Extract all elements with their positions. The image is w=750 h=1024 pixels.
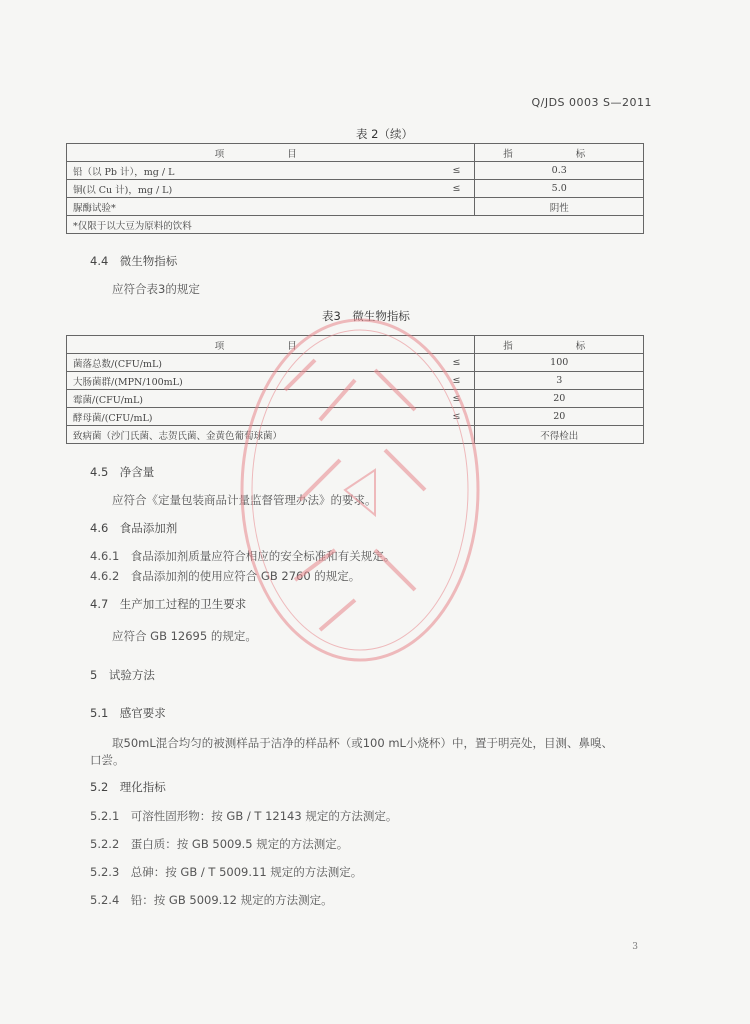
section-5-2-4: 5.2.4 铅：按 GB 5009.12 规定的方法测定。 (90, 893, 333, 907)
section-4-7-text: 应符合 GB 12695 的规定。 (112, 629, 257, 643)
header-index: 指 标 (475, 144, 644, 162)
table-row (67, 180, 644, 198)
page-number: 3 (632, 942, 638, 952)
header-index: 指 标 (475, 336, 644, 354)
row-sign: ≤ (436, 162, 475, 180)
table3 (66, 335, 644, 444)
table2 (66, 143, 644, 234)
row-item: 大肠菌群/(MPN/100mL) (67, 372, 437, 390)
table-row (67, 198, 644, 216)
section-4-6-2: 4.6.2 食品添加剂的使用应符合 GB 2760 的规定。 (90, 569, 361, 583)
section-4-6-title: 4.6 食品添加剂 (90, 521, 178, 535)
row-item: 菌落总数/(CFU/mL) (67, 354, 437, 372)
section-5-2-1: 5.2.1 可溶性固形物：按 GB / T 12143 规定的方法测定。 (90, 809, 398, 823)
section-5-1-text-line2: 口尝。 (90, 753, 125, 767)
table-row (67, 354, 644, 372)
section-4-7-title: 4.7 生产加工过程的卫生要求 (90, 597, 247, 611)
section-4-4-text: 应符合表3的规定 (112, 282, 200, 296)
row-item: 铜(以 Cu 计)，mg / L) (67, 180, 437, 198)
table2-caption: 表 2（续） (356, 127, 413, 141)
row-item: 致病菌（沙门氏菌、志贺氏菌、金黄色葡萄球菌） (67, 426, 437, 444)
table-row (67, 426, 644, 444)
row-sign: ≤ (436, 354, 475, 372)
section-5-2-3: 5.2.3 总砷：按 GB / T 5009.11 规定的方法测定。 (90, 865, 363, 879)
row-item: 铅（以 Pb 计），mg / L (67, 162, 437, 180)
section-5-title: 5 试验方法 (90, 668, 155, 682)
table-row (67, 408, 644, 426)
row-item: 霉菌/(CFU/mL) (67, 390, 437, 408)
row-item: 脲酶试验* (67, 198, 437, 216)
row-sign (436, 426, 475, 444)
table-row (67, 372, 644, 390)
table-header-row (67, 336, 644, 354)
row-value: 0.3 (475, 162, 644, 180)
row-value: 100 (475, 354, 644, 372)
section-4-5-text: 应符合《定量包装商品计量监督管理办法》的要求。 (112, 493, 377, 507)
row-value: 3 (475, 372, 644, 390)
section-4-6-1: 4.6.1 食品添加剂质量应符合相应的安全标准和有关规定。 (90, 549, 396, 563)
row-sign: ≤ (436, 180, 475, 198)
table-note-row (67, 216, 644, 234)
row-value: 阴性 (475, 198, 644, 216)
row-sign: ≤ (436, 408, 475, 426)
header-item: 项 目 (67, 144, 475, 162)
header-item: 项 目 (67, 336, 475, 354)
section-4-4-title: 4.4 微生物指标 (90, 254, 178, 268)
table-row (67, 162, 644, 180)
table-header-row (67, 144, 644, 162)
document-code: Q/JDS 0003 S—2011 (531, 96, 652, 109)
section-5-2-2: 5.2.2 蛋白质：按 GB 5009.5 规定的方法测定。 (90, 837, 349, 851)
row-value: 5.0 (475, 180, 644, 198)
row-value: 20 (475, 408, 644, 426)
table-note: *仅限于以大豆为原料的饮料 (67, 216, 644, 234)
row-sign (436, 198, 475, 216)
section-4-5-title: 4.5 净含量 (90, 465, 155, 479)
row-value: 不得检出 (475, 426, 644, 444)
section-5-1-title: 5.1 感官要求 (90, 706, 166, 720)
row-value: 20 (475, 390, 644, 408)
row-item: 酵母菌/(CFU/mL) (67, 408, 437, 426)
row-sign: ≤ (436, 372, 475, 390)
row-sign: ≤ (436, 390, 475, 408)
table3-caption: 表3 微生物指标 (322, 309, 410, 323)
section-5-2-title: 5.2 理化指标 (90, 780, 166, 794)
table-row (67, 390, 644, 408)
section-5-1-text-line1: 取50mL混合均匀的被测样品于洁净的样品杯（或100 mL小烧杯）中，置于明亮处，目测、鼻嗅、 (112, 736, 613, 750)
